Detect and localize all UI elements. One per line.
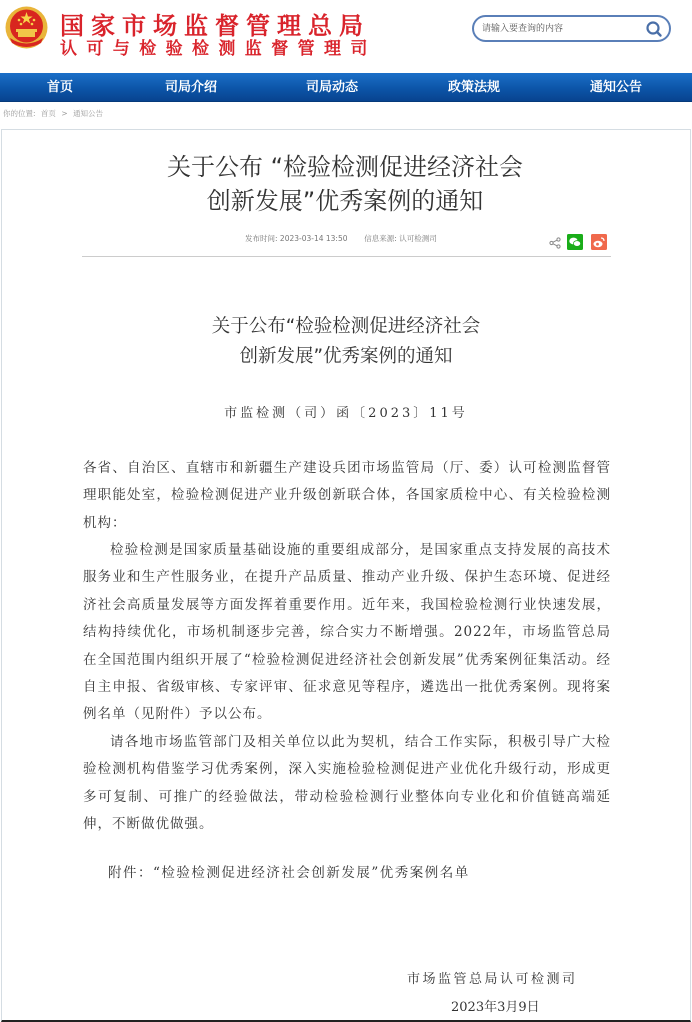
article-title	[100, 150, 590, 218]
document-title-line2: 创新发展”优秀案例的通知	[239, 346, 453, 367]
share-icon[interactable]	[549, 237, 561, 249]
article-title-line2: 创新发展”优秀案例的通知	[206, 187, 484, 215]
publish-time-label: 发布时间:	[245, 234, 278, 243]
site-title: 国家市场监督管理总局	[60, 11, 370, 40]
article-meta	[245, 233, 437, 244]
breadcrumb	[3, 108, 106, 119]
addressee-paragraph: 各省、自治区、直辖市和新疆生产建设兵团市场监管局（厅、委）认可检测监督管理职能处室，检验检测促进产业升级创新联合体，各国家质检中心、有关检验检测机构：	[83, 460, 611, 531]
body-paragraph: 检验检测是国家质量基础设施的重要组成部分，是国家重点支持发展的高技术服务业和生产性服务业，在提升产品质量、推动产业升级、保护生态环境、促进经济社会高质量发展等方面发挥着重要作用。近年来，我国检验检测行业快速发展，结构持续优化，市场机制逐步完善，综合实力不断增强。2022年，市场监管总局在全国范围内组织开展了“检验检测促进经济社会创新发展”优秀案例征集活动。经自主申报、省级审核、专家评审、征求意见等程序，遴选出一批优秀案例。现将案例名单（见附件）予以公布。	[83, 542, 611, 723]
body-paragraph: 请各地市场监管部门及相关单位以此为契机，结合工作实际，积极引导广大检验检测机构借鉴学习优秀案例，深入实施检验检测促进产业优化升级行动，形成更多可复制、可推广的经验做法，带动检验检测行业整体向专业化和价值链高端延伸，不断做优做强。	[83, 734, 611, 833]
breadcrumb-current-link[interactable]: 通知公告	[73, 109, 103, 118]
site-header	[0, 0, 692, 72]
title-divider	[82, 256, 611, 257]
attachment-link[interactable]: 附件：“检验检测促进经济社会创新发展”优秀案例名单	[108, 865, 470, 881]
breadcrumb-home-link[interactable]: 首页	[40, 109, 56, 118]
breadcrumb-separator: >	[61, 109, 68, 118]
source-label: 信息来源:	[364, 234, 397, 243]
nav-item-notices[interactable]: 通知公告	[589, 80, 642, 95]
nav-item-about[interactable]: 司局介绍	[164, 80, 217, 95]
signer: 市场监管总局认可检测司	[407, 972, 578, 987]
nav-item-home[interactable]: 首页	[46, 80, 73, 95]
search-box	[472, 15, 671, 42]
document-title	[150, 312, 542, 372]
main-nav	[0, 73, 692, 102]
article-title-line1: 关于公布 “检验检测促进经济社会	[166, 153, 524, 181]
sign-date: 2023年3月9日	[451, 1000, 540, 1015]
nav-item-news[interactable]: 司局动态	[305, 80, 358, 95]
weibo-icon[interactable]	[591, 234, 607, 250]
wechat-icon[interactable]	[567, 234, 583, 250]
source-value: 认可检测司	[399, 234, 437, 243]
breadcrumb-prefix: 你的位置:	[3, 109, 36, 118]
search-icon[interactable]	[645, 20, 663, 38]
national-emblem-icon	[4, 5, 49, 50]
document-number: 市监检测（司）函〔2023〕11号	[224, 406, 468, 421]
search-input[interactable]	[482, 20, 642, 38]
nav-item-policy[interactable]: 政策法规	[447, 80, 500, 95]
publish-time: 2023-03-14 13:50	[279, 234, 348, 243]
document-title-line1: 关于公布“检验检测促进经济社会	[211, 316, 481, 337]
site-subtitle: 认可与检验检测监督管理司	[60, 39, 377, 59]
